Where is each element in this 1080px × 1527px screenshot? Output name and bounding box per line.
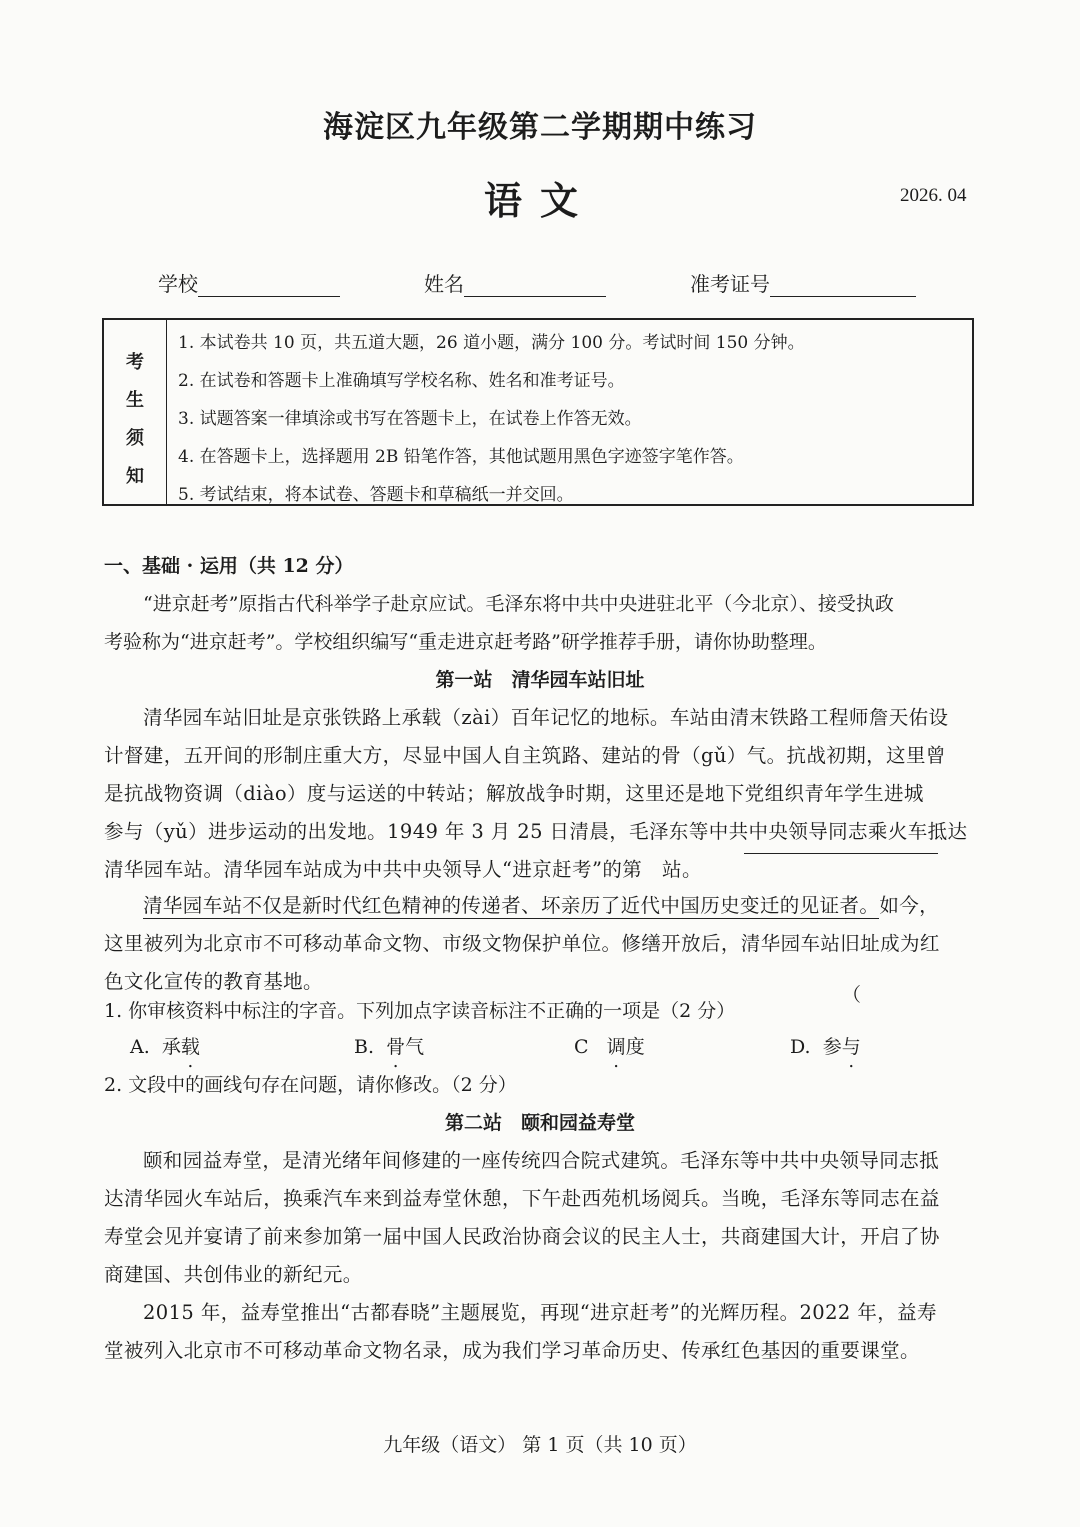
option-text: 气 [405, 1036, 425, 1058]
station1-line: 计督建，五开间的形制庄重大方，尽显中国人自主筑路、建站的骨（gǔ）气。抗战初期，这里曾 [104, 744, 946, 767]
option-text: 参 [822, 1036, 842, 1058]
station2-line: 商建国、共创伟业的新纪元。 [104, 1263, 363, 1286]
notice-item: 2. 在试卷和答题卡上准确填写学校名称、姓名和准考证号。 [178, 371, 625, 391]
notice-heading-char: 考 [126, 352, 144, 373]
fill-blank-line[interactable] [744, 853, 938, 854]
name-field[interactable] [424, 268, 606, 297]
q1-option-a[interactable] [130, 1032, 200, 1059]
exam-id-blank[interactable] [770, 274, 916, 297]
station2-line: 寿堂会见并宴请了前来参加第一届中国人民政治协商会议的民主人士，共商建国大计，开启了协 [104, 1225, 940, 1248]
answer-paren: （ [842, 984, 862, 1006]
underlined-sentence: 清华园车站不仅是新时代红色精神的传递者、坏亲历了近代中国历史变迁的见证者。 [143, 894, 880, 917]
option-letter: C [574, 1036, 589, 1058]
notice-item: 3. 试题答案一律填涂或书写在答题卡上，在试卷上作答无效。 [178, 409, 642, 429]
notice-heading [104, 320, 167, 504]
station1-line: 参与（yǔ）进步运动的出发地。1949 年 3 月 25 日清晨，毛泽东等中共中央领导同志乘火车抵达 [104, 820, 968, 843]
name-label: 姓名 [424, 272, 464, 296]
option-letter: A. [130, 1036, 150, 1058]
exam-notice-box [102, 318, 974, 506]
name-blank[interactable] [464, 274, 606, 297]
q1-option-c[interactable] [574, 1032, 645, 1059]
question-2: 2. 文段中的画线句存在问题，请你修改。（2 分） [104, 1074, 517, 1096]
dotted-char: 与 [841, 1036, 861, 1058]
exam-id-label: 准考证号 [690, 272, 770, 296]
school-field[interactable] [158, 268, 340, 297]
q1-option-d[interactable] [790, 1032, 861, 1059]
station2-line: 2015 年，益寿堂推出“古都春晓”主题展览，再现“进京赶考”的光辉历程。2022 年，益寿 [143, 1301, 937, 1324]
station1-line: 是抗战物资调（diào）度与运送的中转站；解放战争时期，这里还是地下党组织青年学生进城 [104, 782, 924, 805]
station2-line: 堂被列入北京市不可移动革命文物名录，成为我们学习革命历史、传承红色基因的重要课堂。 [104, 1339, 920, 1362]
dotted-char: 骨 [386, 1036, 406, 1058]
station1-line: 清华园车站旧址是京张铁路上承载（zài）百年记忆的地标。车站由清末铁路工程师詹天佑设 [143, 706, 949, 729]
station2-title: 第二站 颐和园益寿堂 [444, 1112, 635, 1134]
station1-line: 清华园车站。清华园车站成为中共中央领导人“进京赶考”的第 站。 [104, 858, 702, 881]
notice-heading-char: 知 [126, 466, 144, 487]
notice-heading-char: 须 [126, 428, 144, 449]
notice-item: 5. 考试结束，将本试卷、答题卡和草稿纸一并交回。 [178, 485, 574, 505]
intro-line: “进京赶考”原指古代科举学子赴京应试。毛泽东将中共中央进驻北平（今北京）、接受执政 [143, 593, 894, 615]
option-text: 度 [625, 1036, 645, 1058]
school-blank[interactable] [198, 274, 340, 297]
sentence-tail: 如今， [879, 894, 940, 917]
station2-line: 颐和园益寿堂，是清光绪年间修建的一座传统四合院式建筑。毛泽东等中共中央领导同志抵 [143, 1149, 940, 1172]
station1-p2-line [143, 890, 939, 918]
school-label: 学校 [158, 272, 198, 296]
section-heading: 一、基础 · 运用（共 12 分） [104, 555, 354, 577]
option-letter: D. [790, 1036, 811, 1058]
question-1: 1. 你审核资料中标注的字音。下列加点字读音标注不正确的一项是（2 分） [104, 1000, 736, 1022]
option-letter: B. [354, 1036, 375, 1058]
subject-title: 语文 [483, 178, 596, 223]
notice-heading-char: 生 [126, 390, 144, 411]
station1-title: 第一站 清华园车站旧址 [435, 669, 645, 691]
dotted-char: 载 [180, 1036, 200, 1058]
station1-line: 这里被列为北京市不可移动革命文物、市级文物保护单位。修缮开放后，清华园车站旧址成为红 [104, 932, 940, 955]
page-footer: 九年级（语文） 第 1 页（共 10 页） [383, 1434, 697, 1456]
dotted-char: 调 [606, 1036, 626, 1058]
q1-option-b[interactable] [354, 1032, 424, 1059]
option-text: 承 [161, 1036, 181, 1058]
notice-item: 4. 在答题卡上，选择题用 2B 铅笔作答，其他试题用黑色字迹签字笔作答。 [178, 447, 744, 467]
intro-line: 考验称为“进京赶考”。学校组织编写“重走进京赶考路”研学推荐手册，请你协助整理。 [104, 631, 827, 653]
station2-line: 达清华园火车站后，换乘汽车来到益寿堂休憩，下午赴西苑机场阅兵。当晚，毛泽东等同志在益 [104, 1187, 940, 1210]
exam-date: 2026. 04 [900, 185, 967, 206]
exam-title: 海淀区九年级第二学期期中练习 [323, 110, 757, 145]
notice-item: 1. 本试卷共 10 页，共五道大题，26 道小题，满分 100 分。考试时间 150 分钟。 [178, 333, 805, 353]
station1-line: 色文化宣传的教育基地。 [104, 970, 323, 993]
exam-id-field[interactable] [690, 268, 916, 297]
